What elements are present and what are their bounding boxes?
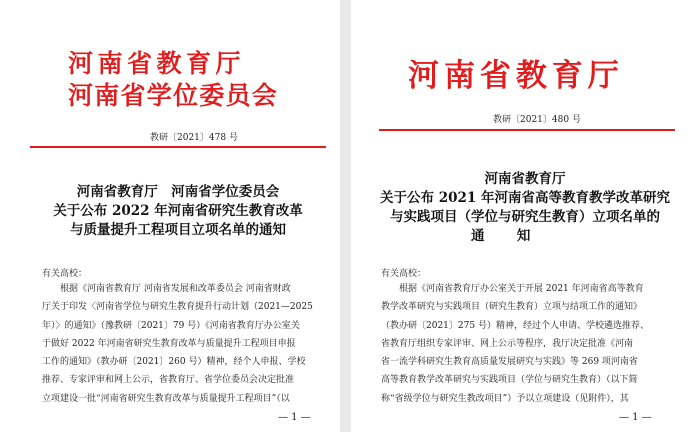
document-title xyxy=(365,170,685,246)
body-line: 推荐、专家评审和网上公示，省教育厅、省学位委员会决定批准 xyxy=(42,375,295,386)
page-number: — 1 — xyxy=(619,412,652,423)
body-line: 省一流学科研究生教育高质量发展研究与实践》等 269 项河南省 xyxy=(381,357,638,368)
red-divider xyxy=(30,146,326,148)
title-line: 河南省教育厅 河南省学位委员会 xyxy=(76,184,280,200)
title-line: 与质量提升工程项目立项名单的通知 xyxy=(70,222,286,238)
body-text xyxy=(42,280,313,408)
red-header-line-1: 河南省教育厅 xyxy=(68,49,246,78)
document-number: 教研〔2021〕480 号 xyxy=(493,115,581,125)
body-line: 教学改革研究与实践项目（研究生教育）立项与结项工作的通知》 xyxy=(381,302,643,313)
title-line: 关于公布 2022 年河南省研究生教育改革 xyxy=(53,203,303,219)
red-header-line-2: 河南省学位委员会 xyxy=(68,81,279,110)
title-line: 与实践项目（学位与研究生教育）立项名单的 xyxy=(390,209,660,225)
page-number: — 1 — xyxy=(278,412,311,423)
body-line: 厅关于印发〈河南省学位与研究生教育提升行动计划（2021—2025 xyxy=(42,302,313,313)
body-line: 高等教育教学改革研究与实践项目（学位与研究生教育）（以下简 xyxy=(381,375,638,386)
body-text xyxy=(381,280,649,408)
document-page-left[interactable] xyxy=(0,0,340,432)
body-line: 省教育厅组织专家评审、网上公示等程序，我厅决定批准《河南 xyxy=(381,338,634,349)
document-number: 教研〔2021〕478 号 xyxy=(150,133,238,143)
body-line: 根据《河南省教育厅 河南省发展和改革委员会 河南省财政 xyxy=(42,284,291,294)
body-line: 于做好 2022 年河南省研究生教育改革与质量提升工程项目申报 xyxy=(42,338,296,349)
body-line: （教办研〔2021〕275 号）精神，经过个人申请、学校遴选推荐、 xyxy=(381,320,649,331)
body-line: 根据《河南省教育厅办公室关于开展 2021 年河南省高等教育 xyxy=(381,284,644,294)
addressee: 有关高校： xyxy=(42,269,88,279)
document-page-right[interactable] xyxy=(351,0,691,432)
body-line: 工作的通知》（教办研〔2021〕260 号）精神，经个人申报、学校 xyxy=(42,357,306,368)
document-title xyxy=(20,183,336,240)
title-line: 通知 xyxy=(471,228,563,244)
body-line: 年）〉的通知》（豫教研〔2021〕79 号）《河南省教育厅办公室关 xyxy=(42,320,300,331)
body-line: 立项建设一批“河南省研究生教育改革与质量提升工程项目”（以 xyxy=(42,393,290,404)
body-line: 称“省级学位与研究生教改项目”）予以立项建设（见附件），其 xyxy=(381,393,629,404)
addressee: 有关高校： xyxy=(381,269,427,279)
red-header-line-1: 河南省教育厅 xyxy=(408,58,624,94)
title-line: 关于公布 2021 年河南省高等教育教学改革研究 xyxy=(380,190,670,206)
red-divider xyxy=(379,129,675,131)
title-line: 河南省教育厅 xyxy=(484,171,566,187)
